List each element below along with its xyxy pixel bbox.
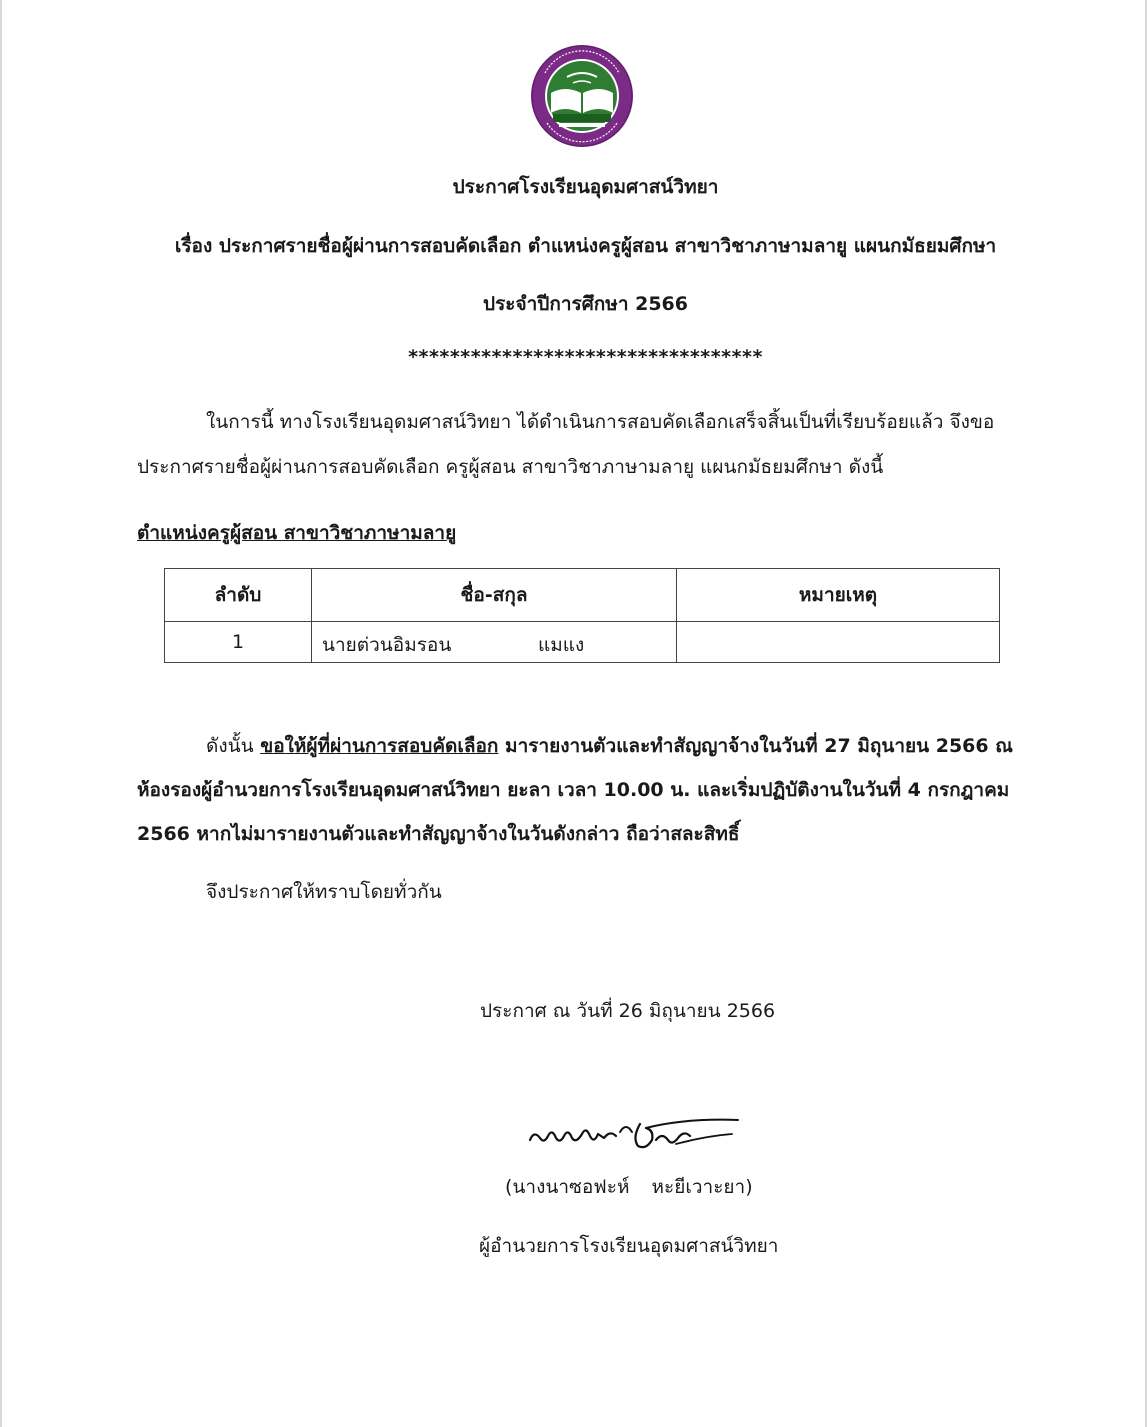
intro-line-2: ประกาศรายชื่อผู้ผ่านการสอบคัดเลือก ครูผู้สอน สาขาวิชาภาษามลายู แผนกมัธยมศึกษา ดังนี้: [137, 456, 884, 478]
result-table: [164, 568, 1000, 663]
table-header-row: [165, 569, 1000, 622]
announcement-title: ประกาศโรงเรียนอุดมศาสน์วิทยา: [452, 176, 719, 198]
header-order: ลำดับ: [165, 569, 312, 622]
notice-line-2: ห้องรองผู้อำนวยการโรงเรียนอุดมศาสน์วิทยา ยะลา เวลา 10.00 น. และเริ่มปฏิบัติงานในวันที่ 4 กรกฎาคม: [137, 779, 1010, 801]
row-last-name: แมแง: [538, 634, 585, 656]
signer-name: [505, 1172, 753, 1202]
notice-lead: ดังนั้น: [206, 735, 254, 757]
signer-surname: หะยีเวาะยา): [651, 1176, 753, 1198]
position-heading: ตำแหน่งครูผู้สอน สาขาวิชาภาษามลายู: [137, 522, 457, 544]
closing-line: จึงประกาศให้ทราบโดยทั่วกัน: [206, 881, 442, 903]
announcement-date: ประกาศ ณ วันที่ 26 มิถุนายน 2566: [480, 1000, 776, 1022]
header-name: ชื่อ-สกุล: [312, 569, 677, 622]
separator-stars: **********************************: [408, 346, 763, 368]
school-seal-logo: [529, 43, 635, 149]
intro-line-1: ในการนี้ ทางโรงเรียนอุดมศาสน์วิทยา ได้ดำเนินการสอบคัดเลือกเสร็จสิ้นเป็นที่เรียบร้อยแล้ว จึงขอ: [206, 411, 995, 433]
notice-line-1: [206, 731, 1013, 761]
handwritten-signature: [526, 1114, 742, 1154]
announcement-subject: เรื่อง ประกาศรายชื่อผู้ผ่านการสอบคัดเลือก ตำแหน่งครูผู้สอน สาขาวิชาภาษามลายู แผนกมัธยมศึกษา: [174, 235, 997, 257]
row-order: 1: [165, 622, 312, 663]
notice-line-3: 2566 หากไม่มารายงานตัวและทำสัญญาจ้างในวันดังกล่าว ถือว่าสละสิทธิ์: [137, 823, 740, 845]
notice-line-1-rest: มารายงานตัวและทำสัญญาจ้างในวันที่ 27 มิถุนายน 2566 ณ: [505, 735, 1013, 757]
page-edge-left: [0, 0, 2, 1427]
row-first-name: นายต่วนอิมรอน: [322, 634, 452, 656]
academic-year: ประจำปีการศึกษา 2566: [483, 293, 688, 315]
signer-position: ผู้อำนวยการโรงเรียนอุดมศาสน์วิทยา: [479, 1235, 779, 1257]
notice-emphasis: ขอให้ผู้ที่ผ่านการสอบคัดเลือก: [260, 735, 499, 757]
header-note: หมายเหตุ: [677, 569, 1000, 622]
row-note: [677, 622, 1000, 663]
table-row: [165, 622, 1000, 663]
signer-open: (นางนาซอฟะห์: [505, 1176, 630, 1198]
row-name: [312, 622, 677, 663]
